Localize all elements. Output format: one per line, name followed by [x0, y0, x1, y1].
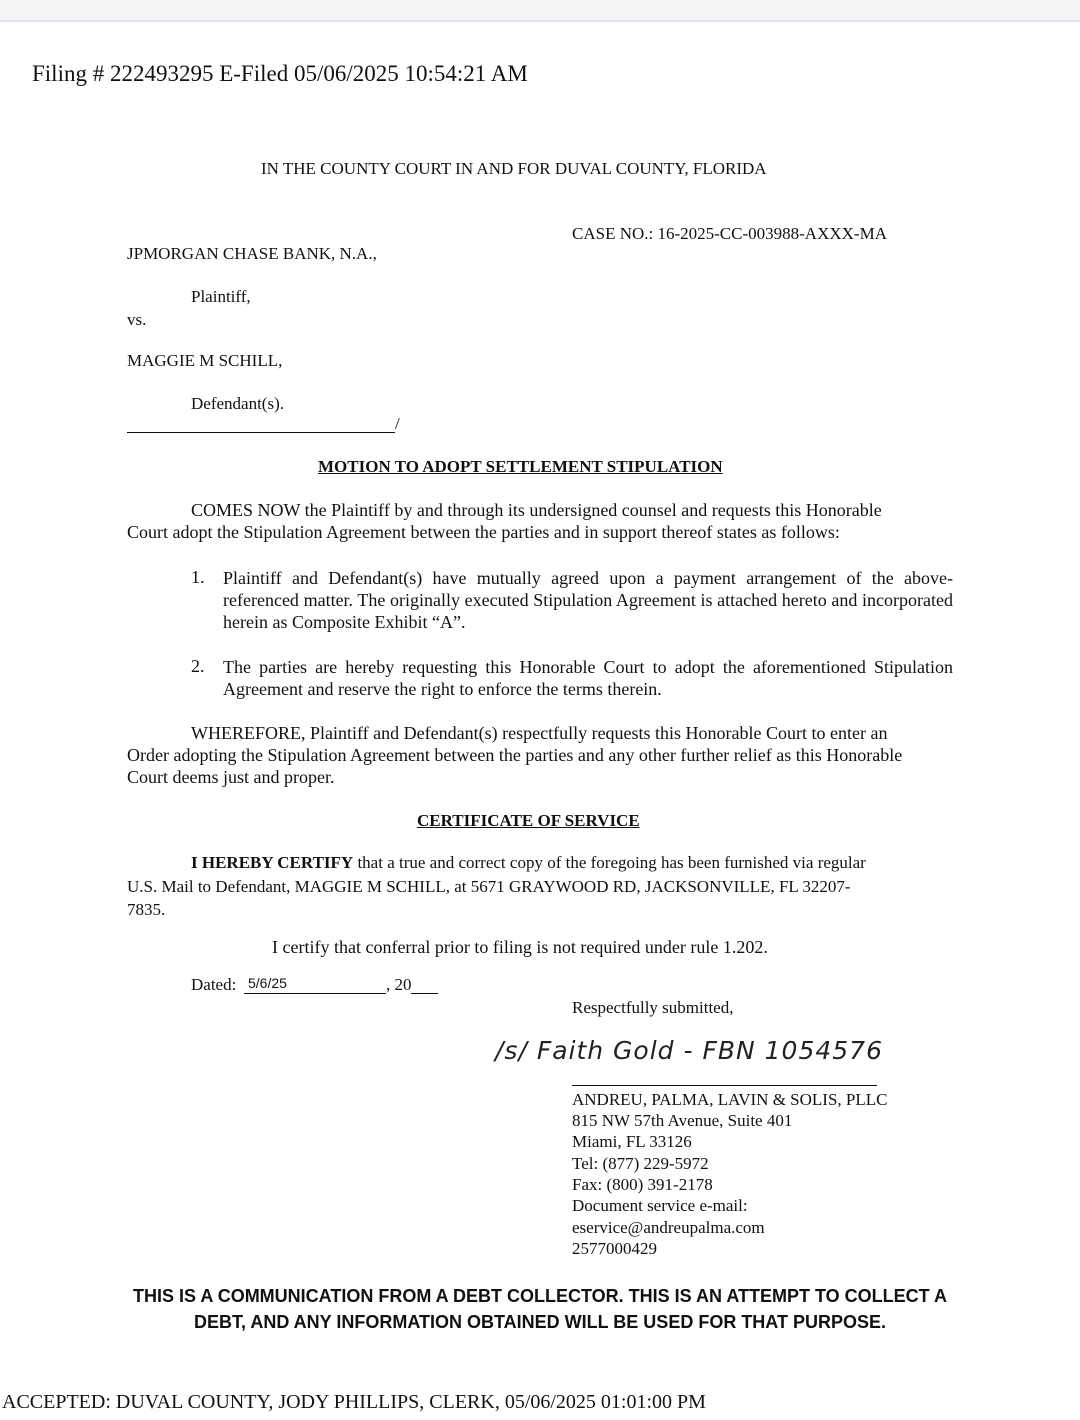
dated-rule [244, 993, 386, 994]
signature-rule [572, 1085, 877, 1086]
plaintiff-name: JPMORGAN CHASE BANK, N.A., [127, 244, 377, 263]
certify-bold: I HEREBY CERTIFY [191, 853, 354, 872]
case-number: CASE NO.: 16-2025-CC-003988-AXXX-MA [572, 224, 887, 243]
certificate-title: CERTIFICATE OF SERVICE [417, 811, 640, 830]
caption-slash: / [395, 414, 400, 433]
dated-value: 5/6/25 [248, 975, 287, 991]
defendant-role: Defendant(s). [191, 394, 284, 413]
certify-line-3: 7835. [127, 900, 166, 919]
intro-line-2: Court adopt the Stipulation Agreement between the parties and in support thereof states as follows: [127, 522, 840, 542]
firm-number: 2577000429 [572, 1239, 657, 1258]
defendant-name: MAGGIE M SCHILL, [127, 351, 283, 370]
viewer-top-bar [0, 0, 1080, 22]
caption-rule [127, 432, 395, 433]
plaintiff-role: Plaintiff, [191, 287, 251, 306]
wherefore-line-1: WHEREFORE, Plaintiff and Defendant(s) respectfully requests this Honorable Court to enter an [191, 723, 888, 743]
dated-year-rule [411, 993, 438, 994]
certify-line-2: U.S. Mail to Defendant, MAGGIE M SCHILL, at 5671 GRAYWOOD RD, JACKSONVILLE, FL 32207- [127, 877, 851, 896]
dated-label: Dated: [191, 975, 237, 994]
intro-line-1: COMES NOW the Plaintiff by and through its undersigned counsel and requests this Honorable [191, 500, 882, 520]
firm-email: eservice@andreupalma.com [572, 1218, 765, 1237]
firm-tel: Tel: (877) 229-5972 [572, 1154, 709, 1173]
conferral-statement: I certify that conferral prior to filing is not required under rule 1.202. [272, 937, 768, 957]
item-1-number: 1. [191, 567, 205, 587]
wherefore-line-3: Court deems just and proper. [127, 767, 335, 787]
firm-fax: Fax: (800) 391-2178 [572, 1175, 713, 1194]
firm-email-label: Document service e-mail: [572, 1196, 748, 1215]
firm-address-1: 815 NW 57th Avenue, Suite 401 [572, 1111, 793, 1130]
firm-address-2: Miami, FL 33126 [572, 1132, 692, 1151]
dated-year: , 20 [386, 975, 412, 994]
certify-text: that a true and correct copy of the foregoing has been furnished via regular [353, 853, 866, 872]
item-1-text: Plaintiff and Defendant(s) have mutually agreed upon a payment arrangement of the above-referenced matter. The originally executed Stipulation Agreement is attached hereto and incorporated herein as Composite Exhibit “A”. [223, 568, 953, 632]
signature: /s/ Faith Gold - FBN 1054576 [495, 1036, 883, 1065]
item-2-number: 2. [191, 656, 205, 676]
wherefore-line-2: Order adopting the Stipulation Agreement between the parties and any other further relief as this Honorable [127, 745, 903, 765]
respectfully-submitted: Respectfully submitted, [572, 998, 734, 1017]
versus: vs. [127, 310, 147, 329]
item-2-text: The parties are hereby requesting this Honorable Court to adopt the aforementioned Stipulation Agreement and reserve the right to enforce the terms therein. [223, 657, 953, 699]
motion-title: MOTION TO ADOPT SETTLEMENT STIPULATION [318, 457, 723, 476]
firm-name: ANDREU, PALMA, LAVIN & SOLIS, PLLC [572, 1090, 888, 1109]
court-heading: IN THE COUNTY COURT IN AND FOR DUVAL COUNTY, FLORIDA [261, 159, 767, 178]
filing-header: Filing # 222493295 E-Filed 05/06/2025 10:54:21 AM [32, 61, 528, 86]
debt-collector-disclaimer: THIS IS A COMMUNICATION FROM A DEBT COLLECTOR. THIS IS AN ATTEMPT TO COLLECT A DEBT, AND ANY INFORMATION OBTAINED WILL BE USED FOR THAT PURPOSE. [133, 1286, 947, 1332]
accepted-footer: ACCEPTED: DUVAL COUNTY, JODY PHILLIPS, CLERK, 05/06/2025 01:01:00 PM [2, 1391, 706, 1413]
certify-line-1 [191, 853, 866, 873]
